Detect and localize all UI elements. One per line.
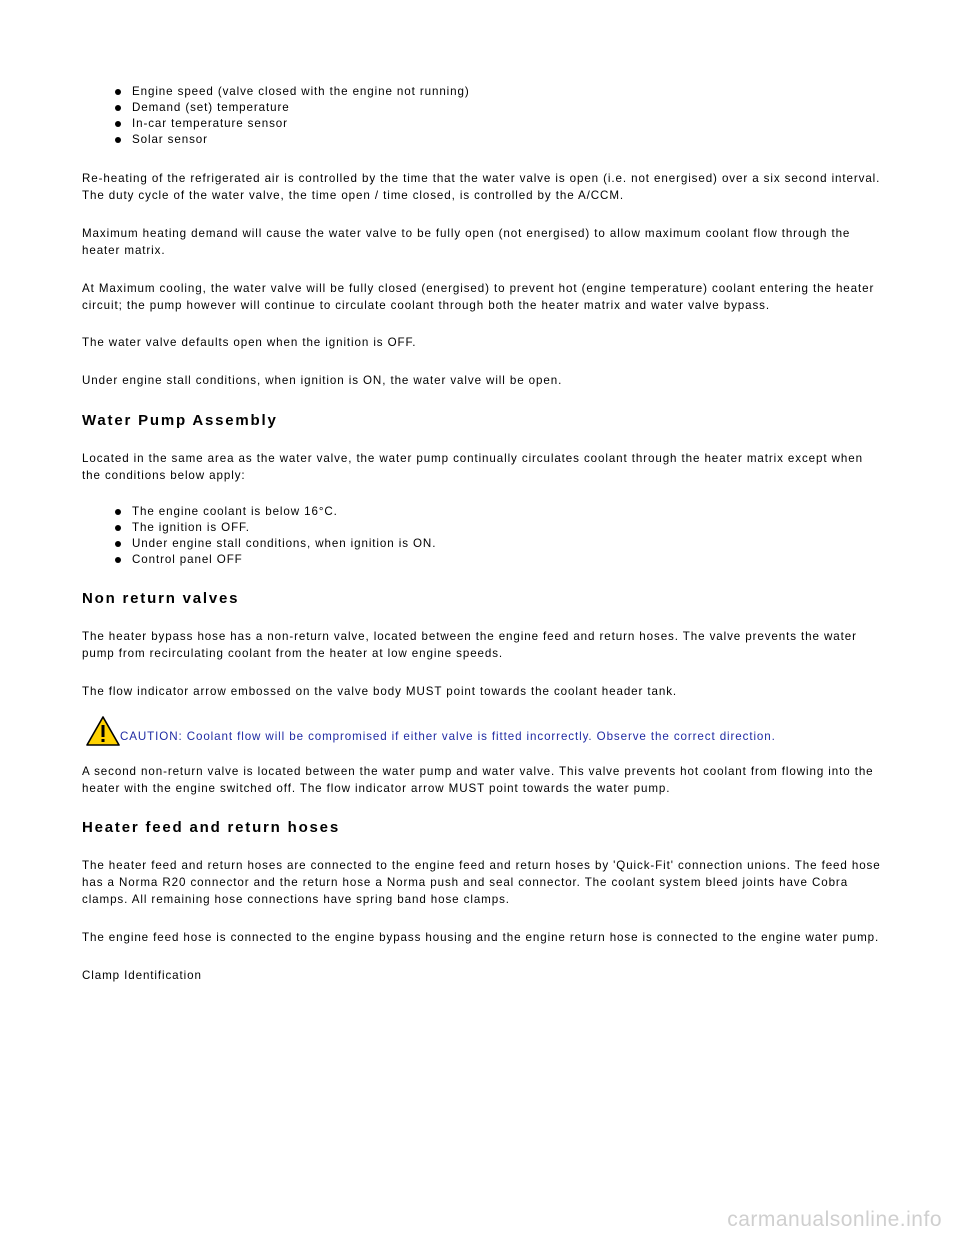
paragraph-valve-default: The water valve defaults open when the ignition is OFF. — [82, 336, 417, 349]
list-item: Solar sensor — [114, 132, 882, 148]
paragraph-clamp-identification: Clamp Identification — [82, 969, 202, 982]
pump-conditions-list — [82, 504, 882, 568]
heading-water-pump: Water Pump Assembly — [82, 412, 278, 429]
paragraph-flow-arrow: The flow indicator arrow embossed on the valve body MUST point towards the coolant header tank. — [82, 685, 678, 698]
input-list — [82, 84, 882, 148]
paragraph-engine-feed: The engine feed hose is connected to the engine bypass housing and the engine return hose is connected to the engine water pump. — [82, 931, 880, 944]
list-item: Demand (set) temperature — [114, 100, 882, 116]
paragraph-bypass-valve: The heater bypass hose has a non-return valve, located between the engine feed and return hoses. The valve prevents the water pump from recirculating coolant from the heater at low engine speeds. — [82, 630, 857, 660]
document-page — [82, 84, 882, 984]
heading-non-return-valves: Non return valves — [82, 590, 240, 607]
paragraph-stall: Under engine stall conditions, when ignition is ON, the water valve will be open. — [82, 374, 563, 387]
list-item: Engine speed (valve closed with the engine not running) — [114, 84, 882, 100]
list-item: In-car temperature sensor — [114, 116, 882, 132]
caution-note — [86, 716, 882, 746]
paragraph-max-cooling: At Maximum cooling, the water valve will be fully closed (energised) to prevent hot (engine temperature) coolant entering the heater circuit; the pump however will continue to circulate coolant through both the heater matrix and water valve bypass. — [82, 282, 875, 312]
paragraph-water-pump: Located in the same area as the water valve, the water pump continually circulates coolant through the heater matrix except when the conditions below apply: — [82, 452, 863, 482]
paragraph-hoses: The heater feed and return hoses are connected to the engine feed and return hoses by 'Quick-Fit' connection unions. The feed hose has a Norma R20 connector and the return hose a Norma push and seal connector. The coolant system bleed joints have Cobra clamps. All remaining hose connections have spring band hose clamps. — [82, 859, 881, 906]
list-item: Control panel OFF — [114, 552, 882, 568]
paragraph-reheat: Re-heating of the refrigerated air is controlled by the time that the water valve is open (i.e. not energised) over a six second interval. The duty cycle of the water valve, the time open / time closed, is controlled by the A/CCM. — [82, 172, 881, 202]
list-item: Under engine stall conditions, when ignition is ON. — [114, 536, 882, 552]
paragraph-second-valve: A second non-return valve is located between the water pump and water valve. This valve prevents hot coolant from flowing into the heater with the engine switched off. The flow indicator arrow MUST point towards the water pump. — [82, 765, 874, 795]
warning-triangle-icon — [86, 716, 120, 746]
heading-heater-hoses: Heater feed and return hoses — [82, 819, 340, 836]
list-item: The ignition is OFF. — [114, 520, 882, 536]
list-item: The engine coolant is below 16°C. — [114, 504, 882, 520]
paragraph-max-heating: Maximum heating demand will cause the water valve to be fully open (not energised) to allow maximum coolant flow through the heater matrix. — [82, 227, 851, 257]
caution-text: CAUTION: Coolant flow will be compromised if either valve is fitted incorrectly. Observe the correct direction. — [120, 730, 776, 743]
watermark: carmanualsonline.info — [727, 1208, 942, 1231]
